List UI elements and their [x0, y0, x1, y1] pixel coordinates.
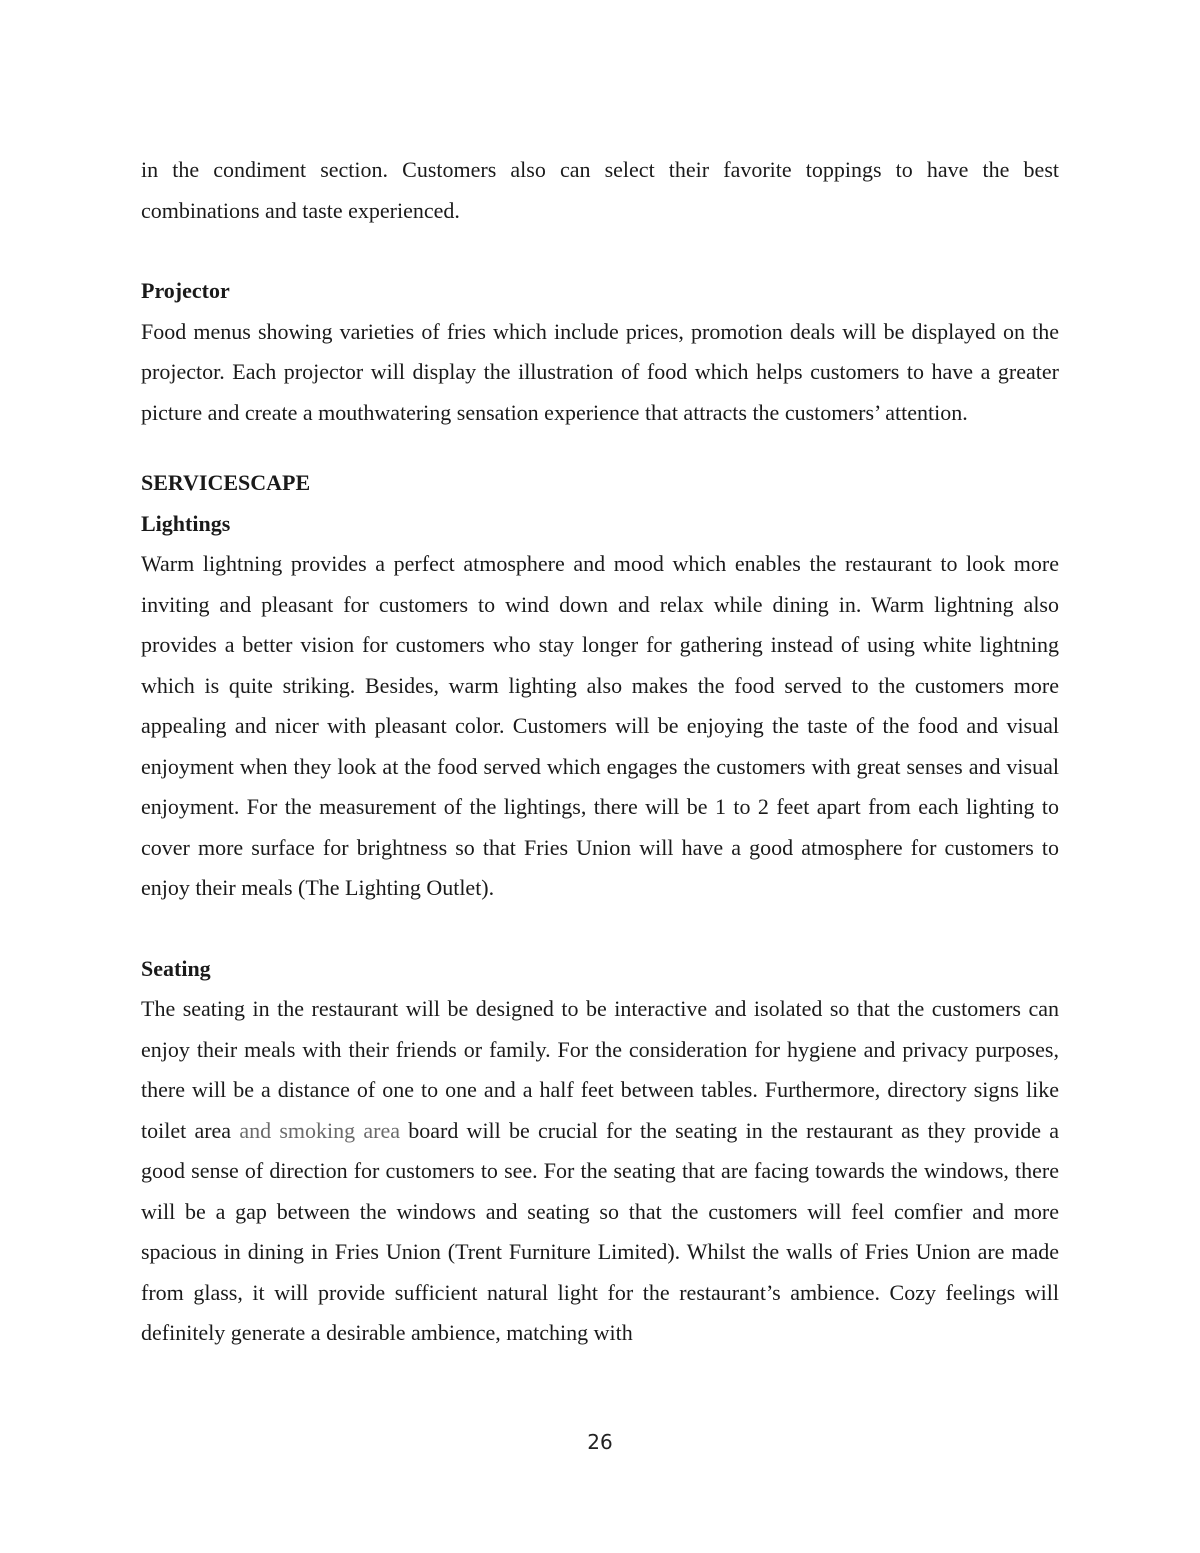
seating-heading: Seating [141, 955, 211, 981]
spacer [141, 909, 1059, 949]
lightings-paragraph: Warm lightning provides a perfect atmosphere and mood which enables the restaurant to look more inviting and pleasant for customers to wind down and relax while dining in. Warm lightning also provides a better vision for customers who stay longer for gathering instead of using white lightning which is quite striking. Besides, warm lighting also makes the food served to the customers more appealing and nicer with pleasant color. Customers will be enjoying the taste of the food and visual enjoyment when they look at the food served which engages the customers with great senses and visual enjoyment. For the measurement of the lightings, there will be 1 to 2 feet apart from each lighting to cover more surface for brightness so that Fries Union will have a good atmosphere for customers to enjoy their meals (The Lighting Outlet). [141, 551, 1059, 900]
seating-text-part-1: The seating in the restaurant will be designed to be interactive and isolated so that the customers can enjoy their meals with their friends or family. For the consideration for hygiene and privacy purposes, there will be a distance of one to one and a half feet between tables. Furthermore, directory signs like toilet area [141, 996, 1059, 1143]
document-page [141, 150, 1059, 1354]
projector-heading: Projector [141, 278, 230, 303]
spacer [141, 231, 1059, 271]
intro-paragraph: in the condiment section. Customers also can select their favorite toppings to have the best combinations and taste experienced. [141, 157, 1059, 223]
seating-paragraph [141, 989, 1059, 1354]
seating-text-part-2: board will be crucial for the seating in the restaurant as they provide a good sense of direction for customers to see. For the seating that are facing towards the windows, there will be a gap between the windows and seating so that the customers will feel comfier and more spacious in dining in Fries Union (Trent Furniture Limited). Whilst the walls of Fries Union are made from glass, it will provide sufficient natural light for the restaurant’s ambience. Cozy feelings will definitely generate a desirable ambience, matching with [141, 1117, 1060, 1345]
lightings-heading: Lightings [141, 510, 231, 536]
projector-paragraph: Food menus showing varieties of fries which include prices, promotion deals will be displayed on the projector. Each projector will display the illustration of food which helps customers to have a greater picture and create a mouthwatering sensation experience that attracts the customers’ attention. [141, 318, 1059, 425]
seating-text-highlight: and smoking area [239, 1117, 400, 1143]
page-number: 26 [587, 1430, 613, 1454]
spacer [141, 433, 1059, 463]
servicescape-heading: SERVICESCAPE [141, 470, 311, 495]
